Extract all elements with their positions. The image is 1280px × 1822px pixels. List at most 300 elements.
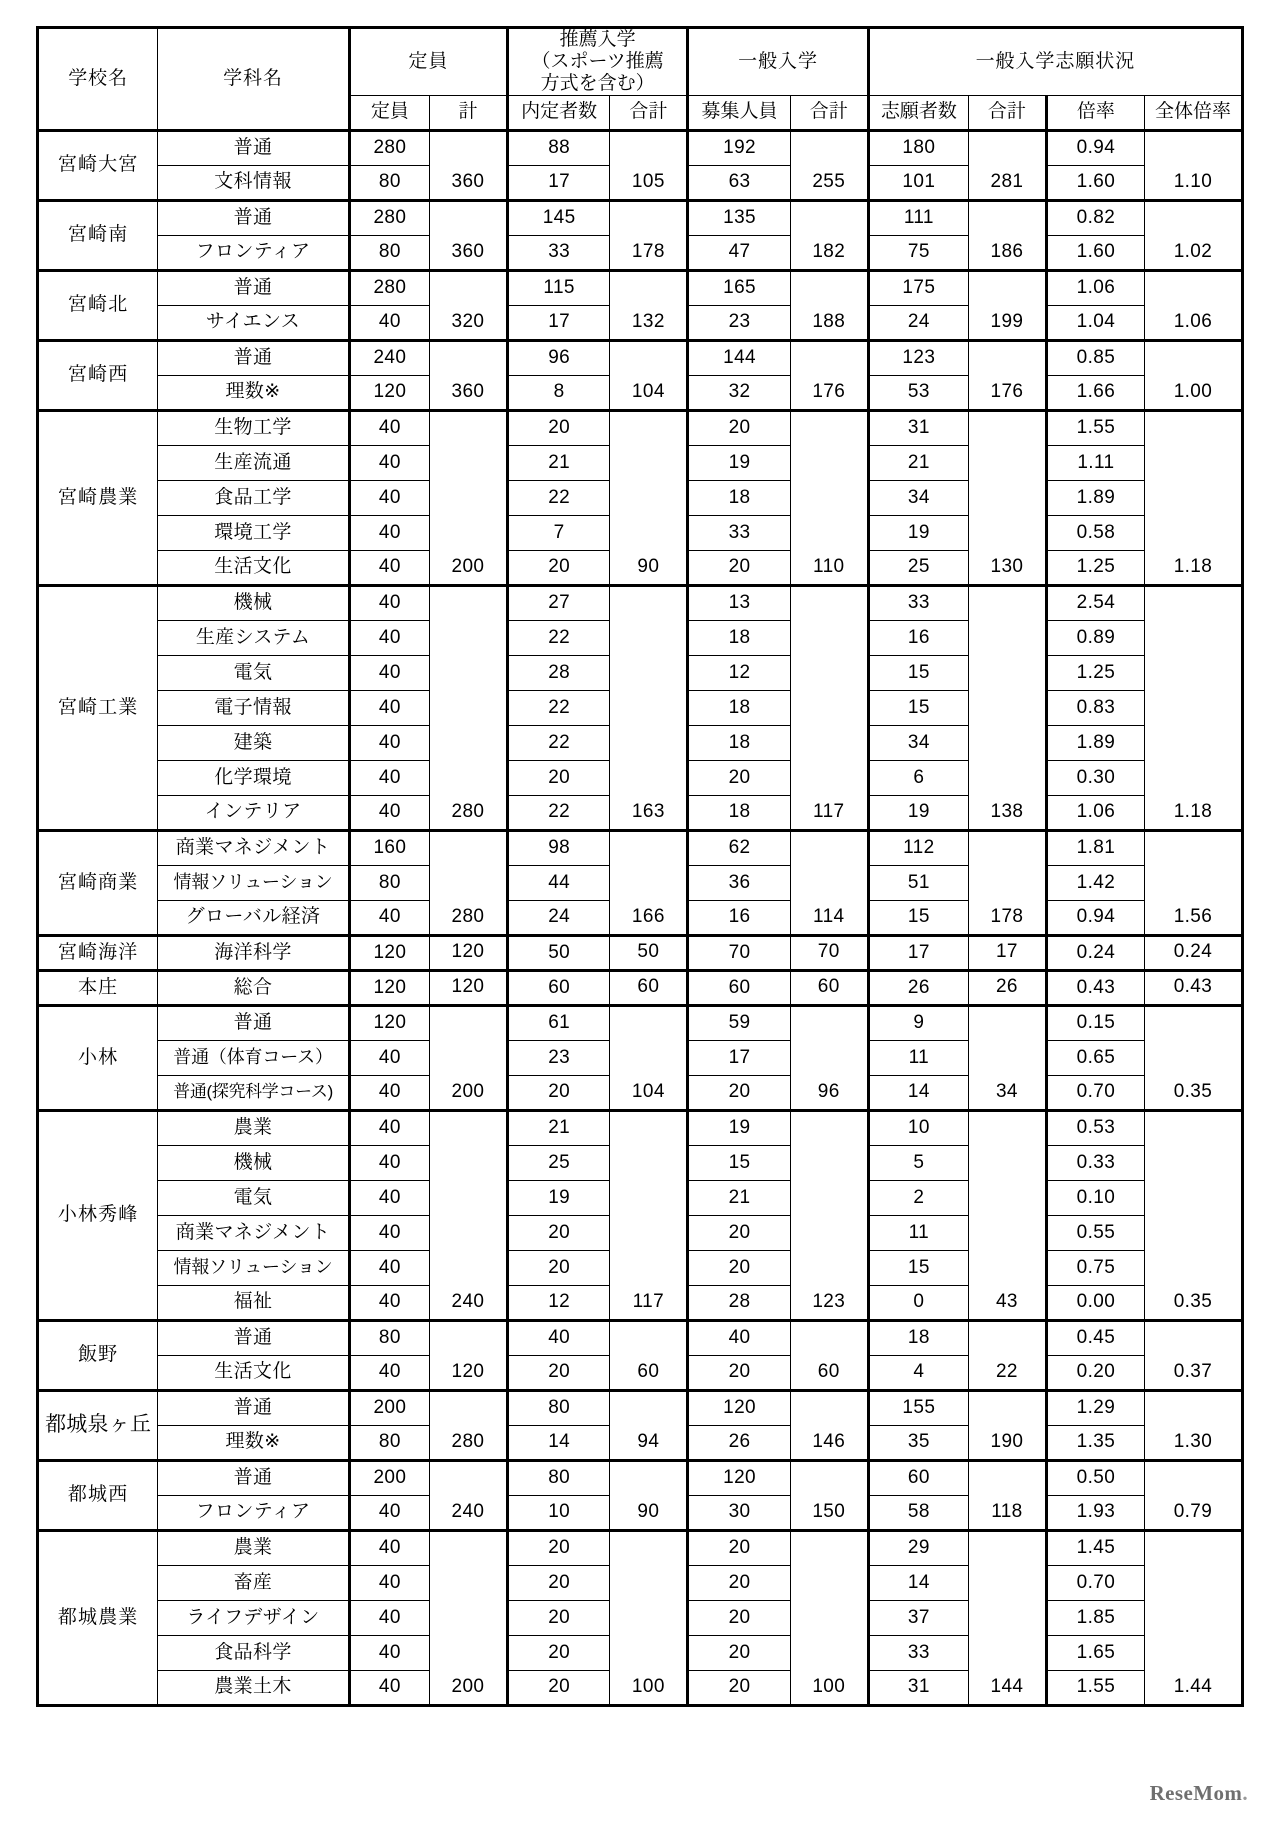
- department-name-cell: 普通: [158, 130, 350, 165]
- accepted-total-cell: 94: [610, 1390, 688, 1460]
- header-overall-rate: 全体倍率: [1144, 95, 1242, 130]
- department-name-cell: 普通: [158, 270, 350, 305]
- rate-cell: 0.53: [1046, 1110, 1144, 1145]
- rate-cell: 0.70: [1046, 1075, 1144, 1110]
- accepted-total-cell: 166: [610, 830, 688, 935]
- overall-rate-cell: 0.35: [1144, 1005, 1242, 1110]
- department-name-cell: 生産流通: [158, 445, 350, 480]
- table-row: [38, 1005, 1243, 1040]
- recruit-cell: 21: [688, 1180, 790, 1215]
- recruit-cell: 12: [688, 655, 790, 690]
- applicants-total-cell: 199: [968, 270, 1046, 340]
- overall-rate-cell: 1.18: [1144, 585, 1242, 830]
- accepted-cell: 22: [507, 620, 609, 655]
- applicants-total-cell: 176: [968, 340, 1046, 410]
- recruit-total-cell: 123: [790, 1110, 868, 1320]
- capacity-cell: 40: [349, 620, 429, 655]
- department-name-cell: 普通: [158, 1005, 350, 1040]
- rate-cell: 0.58: [1046, 515, 1144, 550]
- capacity-total-cell: 280: [429, 830, 507, 935]
- applicants-total-cell: 281: [968, 130, 1046, 200]
- applicants-cell: 31: [868, 410, 968, 445]
- capacity-cell: 40: [349, 1600, 429, 1635]
- capacity-cell: 40: [349, 305, 429, 340]
- recruit-total-cell: 110: [790, 410, 868, 585]
- accepted-total-cell: 132: [610, 270, 688, 340]
- recruit-cell: 33: [688, 515, 790, 550]
- applicants-cell: 9: [868, 1005, 968, 1040]
- applicants-cell: 2: [868, 1180, 968, 1215]
- capacity-cell: 40: [349, 1075, 429, 1110]
- applicants-cell: 58: [868, 1495, 968, 1530]
- applicants-total-cell: 130: [968, 410, 1046, 585]
- recruit-cell: 17: [688, 1040, 790, 1075]
- recruit-cell: 18: [688, 690, 790, 725]
- recruit-total-cell: 60: [790, 1320, 868, 1390]
- recruit-cell: 120: [688, 1390, 790, 1425]
- rate-cell: 0.94: [1046, 130, 1144, 165]
- school-name-cell: 都城泉ヶ丘: [38, 1390, 158, 1460]
- accepted-total-cell: 104: [610, 340, 688, 410]
- recruit-total-cell: 188: [790, 270, 868, 340]
- recruit-cell: 19: [688, 445, 790, 480]
- capacity-total-cell: 280: [429, 1390, 507, 1460]
- header-accepted: 内定者数: [507, 95, 609, 130]
- applicants-total-cell: 34: [968, 1005, 1046, 1110]
- accepted-total-cell: 90: [610, 1460, 688, 1530]
- accepted-cell: 145: [507, 200, 609, 235]
- overall-rate-cell: 1.18: [1144, 410, 1242, 585]
- applicants-cell: 15: [868, 1250, 968, 1285]
- accepted-cell: 22: [507, 480, 609, 515]
- rate-cell: 2.54: [1046, 585, 1144, 620]
- department-name-cell: 福祉: [158, 1285, 350, 1320]
- department-name-cell: 生活文化: [158, 1355, 350, 1390]
- school-name-cell: 本庄: [38, 970, 158, 1005]
- recruit-cell: 15: [688, 1145, 790, 1180]
- capacity-cell: 40: [349, 1670, 429, 1705]
- department-name-cell: 食品科学: [158, 1635, 350, 1670]
- applicants-cell: 111: [868, 200, 968, 235]
- table-row: [38, 1320, 1243, 1355]
- recruit-total-cell: 255: [790, 130, 868, 200]
- capacity-cell: 80: [349, 165, 429, 200]
- recruit-total-cell: 70: [790, 935, 868, 970]
- department-name-cell: グローバル経済: [158, 900, 350, 935]
- accepted-total-cell: 104: [610, 1005, 688, 1110]
- enrollment-table: [36, 26, 1244, 1707]
- overall-rate-cell: 1.30: [1144, 1390, 1242, 1460]
- rate-cell: 0.50: [1046, 1460, 1144, 1495]
- recruit-cell: 18: [688, 725, 790, 760]
- capacity-cell: 80: [349, 1320, 429, 1355]
- department-name-cell: 電気: [158, 655, 350, 690]
- rate-cell: 0.24: [1046, 935, 1144, 970]
- header-recommend-line1: 推薦入学: [559, 29, 636, 50]
- recruit-total-cell: 146: [790, 1390, 868, 1460]
- accepted-cell: 17: [507, 305, 609, 340]
- applicants-cell: 35: [868, 1425, 968, 1460]
- overall-rate-cell: 0.79: [1144, 1460, 1242, 1530]
- applicants-cell: 34: [868, 480, 968, 515]
- department-name-cell: 海洋科学: [158, 935, 350, 970]
- school-name-cell: 宮崎南: [38, 200, 158, 270]
- table-row: [38, 830, 1243, 865]
- department-name-cell: 農業: [158, 1530, 350, 1565]
- applicants-cell: 16: [868, 620, 968, 655]
- recruit-cell: 18: [688, 795, 790, 830]
- header-capacity: 定員: [349, 95, 429, 130]
- recruit-cell: 23: [688, 305, 790, 340]
- accepted-cell: 20: [507, 1075, 609, 1110]
- department-name-cell: 理数※: [158, 1425, 350, 1460]
- department-name-cell: 普通: [158, 1460, 350, 1495]
- capacity-cell: 40: [349, 760, 429, 795]
- header-recruit-total: 合計: [790, 95, 868, 130]
- capacity-cell: 40: [349, 515, 429, 550]
- capacity-cell: 40: [349, 1565, 429, 1600]
- recruit-cell: 36: [688, 865, 790, 900]
- table-row: [38, 585, 1243, 620]
- capacity-total-cell: 200: [429, 1530, 507, 1705]
- overall-rate-cell: 1.00: [1144, 340, 1242, 410]
- rate-cell: 1.55: [1046, 410, 1144, 445]
- recruit-cell: 20: [688, 1530, 790, 1565]
- rate-cell: 1.89: [1046, 725, 1144, 760]
- capacity-total-cell: 280: [429, 585, 507, 830]
- accepted-cell: 20: [507, 410, 609, 445]
- accepted-cell: 22: [507, 795, 609, 830]
- applicants-cell: 51: [868, 865, 968, 900]
- rate-cell: 0.82: [1046, 200, 1144, 235]
- table-row: [38, 130, 1243, 165]
- accepted-cell: 20: [507, 550, 609, 585]
- department-name-cell: 農業土木: [158, 1670, 350, 1705]
- accepted-cell: 20: [507, 1635, 609, 1670]
- department-name-cell: 生産システム: [158, 620, 350, 655]
- school-name-cell: 宮崎工業: [38, 585, 158, 830]
- rate-cell: 1.81: [1046, 830, 1144, 865]
- applicants-cell: 60: [868, 1460, 968, 1495]
- accepted-cell: 20: [507, 1565, 609, 1600]
- overall-rate-cell: 0.35: [1144, 1110, 1242, 1320]
- recruit-cell: 20: [688, 1670, 790, 1705]
- recruit-total-cell: 150: [790, 1460, 868, 1530]
- capacity-cell: 40: [349, 410, 429, 445]
- header-recruit: 募集人員: [688, 95, 790, 130]
- capacity-cell: 200: [349, 1390, 429, 1425]
- school-name-cell: 飯野: [38, 1320, 158, 1390]
- header-recommend-group: [507, 28, 687, 96]
- applicants-cell: 25: [868, 550, 968, 585]
- accepted-cell: 21: [507, 1110, 609, 1145]
- department-name-cell: 電子情報: [158, 690, 350, 725]
- applicants-cell: 11: [868, 1040, 968, 1075]
- applicants-cell: 14: [868, 1075, 968, 1110]
- overall-rate-cell: 1.44: [1144, 1530, 1242, 1705]
- recruit-cell: 47: [688, 235, 790, 270]
- department-name-cell: 普通（体育コース）: [158, 1040, 350, 1075]
- accepted-cell: 28: [507, 655, 609, 690]
- school-name-cell: 都城西: [38, 1460, 158, 1530]
- capacity-total-cell: 360: [429, 130, 507, 200]
- capacity-cell: 40: [349, 1530, 429, 1565]
- header-school: 学校名: [38, 28, 158, 131]
- applicants-total-cell: 190: [968, 1390, 1046, 1460]
- applicants-cell: 18: [868, 1320, 968, 1355]
- accepted-cell: 20: [507, 1530, 609, 1565]
- rate-cell: 0.83: [1046, 690, 1144, 725]
- capacity-cell: 80: [349, 1425, 429, 1460]
- header-general-group: 一般入学: [688, 28, 868, 96]
- recruit-total-cell: 60: [790, 970, 868, 1005]
- accepted-total-cell: 178: [610, 200, 688, 270]
- rate-cell: 1.60: [1046, 235, 1144, 270]
- accepted-cell: 19: [507, 1180, 609, 1215]
- applicants-cell: 4: [868, 1355, 968, 1390]
- accepted-cell: 80: [507, 1460, 609, 1495]
- rate-cell: 1.06: [1046, 795, 1144, 830]
- rate-cell: 0.70: [1046, 1565, 1144, 1600]
- rate-cell: 1.93: [1046, 1495, 1144, 1530]
- capacity-cell: 40: [349, 1215, 429, 1250]
- applicants-cell: 11: [868, 1215, 968, 1250]
- applicants-cell: 75: [868, 235, 968, 270]
- capacity-cell: 40: [349, 1250, 429, 1285]
- accepted-total-cell: 60: [610, 1320, 688, 1390]
- capacity-cell: 280: [349, 200, 429, 235]
- rate-cell: 0.89: [1046, 620, 1144, 655]
- department-name-cell: 情報ソリューション: [158, 1250, 350, 1285]
- department-name-cell: サイエンス: [158, 305, 350, 340]
- school-name-cell: 宮崎西: [38, 340, 158, 410]
- recruit-cell: 20: [688, 1635, 790, 1670]
- table-row: [38, 410, 1243, 445]
- recruit-total-cell: 100: [790, 1530, 868, 1705]
- department-name-cell: 化学環境: [158, 760, 350, 795]
- overall-rate-cell: 1.06: [1144, 270, 1242, 340]
- capacity-cell: 40: [349, 1355, 429, 1390]
- department-name-cell: 商業マネジメント: [158, 1215, 350, 1250]
- school-name-cell: 宮崎商業: [38, 830, 158, 935]
- capacity-cell: 120: [349, 1005, 429, 1040]
- table-row: [38, 270, 1243, 305]
- accepted-cell: 20: [507, 1215, 609, 1250]
- recruit-cell: 16: [688, 900, 790, 935]
- rate-cell: 1.45: [1046, 1530, 1144, 1565]
- recruit-cell: 20: [688, 1565, 790, 1600]
- recruit-cell: 20: [688, 410, 790, 445]
- recruit-total-cell: 117: [790, 585, 868, 830]
- rate-cell: 1.25: [1046, 550, 1144, 585]
- school-name-cell: 宮崎海洋: [38, 935, 158, 970]
- capacity-cell: 80: [349, 865, 429, 900]
- recruit-cell: 62: [688, 830, 790, 865]
- applicants-cell: 17: [868, 935, 968, 970]
- applicants-cell: 180: [868, 130, 968, 165]
- capacity-cell: 40: [349, 445, 429, 480]
- school-name-cell: 宮崎北: [38, 270, 158, 340]
- accepted-cell: 27: [507, 585, 609, 620]
- header-applicants: 志願者数: [868, 95, 968, 130]
- rate-cell: 1.06: [1046, 270, 1144, 305]
- capacity-cell: 40: [349, 1110, 429, 1145]
- accepted-cell: 17: [507, 165, 609, 200]
- accepted-cell: 21: [507, 445, 609, 480]
- overall-rate-cell: 1.02: [1144, 200, 1242, 270]
- accepted-cell: 24: [507, 900, 609, 935]
- capacity-total-cell: 120: [429, 1320, 507, 1390]
- table-row: [38, 1110, 1243, 1145]
- overall-rate-cell: 1.10: [1144, 130, 1242, 200]
- accepted-cell: 44: [507, 865, 609, 900]
- applicants-total-cell: 43: [968, 1110, 1046, 1320]
- accepted-total-cell: 50: [610, 935, 688, 970]
- department-name-cell: 環境工学: [158, 515, 350, 550]
- accepted-cell: 14: [507, 1425, 609, 1460]
- rate-cell: 1.66: [1046, 375, 1144, 410]
- capacity-cell: 40: [349, 1285, 429, 1320]
- table-row: [38, 1530, 1243, 1565]
- overall-rate-cell: 1.56: [1144, 830, 1242, 935]
- capacity-cell: 40: [349, 1495, 429, 1530]
- applicants-cell: 175: [868, 270, 968, 305]
- applicants-cell: 24: [868, 305, 968, 340]
- applicants-cell: 15: [868, 900, 968, 935]
- recruit-cell: 26: [688, 1425, 790, 1460]
- header-row-top: [38, 28, 1243, 96]
- applicants-cell: 14: [868, 1565, 968, 1600]
- accepted-cell: 20: [507, 1355, 609, 1390]
- department-name-cell: 農業: [158, 1110, 350, 1145]
- capacity-cell: 200: [349, 1460, 429, 1495]
- applicants-cell: 26: [868, 970, 968, 1005]
- table-sheet: [36, 26, 1244, 1707]
- accepted-cell: 50: [507, 935, 609, 970]
- capacity-cell: 40: [349, 480, 429, 515]
- recruit-cell: 13: [688, 585, 790, 620]
- recruit-total-cell: 176: [790, 340, 868, 410]
- rate-cell: 1.55: [1046, 1670, 1144, 1705]
- accepted-cell: 7: [507, 515, 609, 550]
- capacity-cell: 40: [349, 690, 429, 725]
- header-accepted-total: 合計: [610, 95, 688, 130]
- capacity-total-cell: 240: [429, 1460, 507, 1530]
- department-name-cell: 総合: [158, 970, 350, 1005]
- recruit-cell: 20: [688, 760, 790, 795]
- applicants-cell: 34: [868, 725, 968, 760]
- capacity-total-cell: 240: [429, 1110, 507, 1320]
- accepted-cell: 10: [507, 1495, 609, 1530]
- applicants-total-cell: 138: [968, 585, 1046, 830]
- overall-rate-cell: 0.24: [1144, 935, 1242, 970]
- watermark-accent: .: [1242, 1781, 1248, 1805]
- recruit-cell: 18: [688, 620, 790, 655]
- accepted-total-cell: 163: [610, 585, 688, 830]
- rate-cell: 1.85: [1046, 1600, 1144, 1635]
- applicants-total-cell: 17: [968, 935, 1046, 970]
- capacity-cell: 40: [349, 1040, 429, 1075]
- capacity-cell: 120: [349, 375, 429, 410]
- department-name-cell: ライフデザイン: [158, 1600, 350, 1635]
- rate-cell: 0.15: [1046, 1005, 1144, 1040]
- department-name-cell: 機械: [158, 1145, 350, 1180]
- accepted-cell: 23: [507, 1040, 609, 1075]
- applicants-cell: 6: [868, 760, 968, 795]
- capacity-cell: 240: [349, 340, 429, 375]
- capacity-cell: 40: [349, 725, 429, 760]
- recruit-cell: 165: [688, 270, 790, 305]
- rate-cell: 1.29: [1046, 1390, 1144, 1425]
- capacity-total-cell: 360: [429, 200, 507, 270]
- applicants-cell: 19: [868, 515, 968, 550]
- accepted-total-cell: 90: [610, 410, 688, 585]
- header-rate: 倍率: [1046, 95, 1144, 130]
- applicants-cell: 33: [868, 585, 968, 620]
- applicants-cell: 101: [868, 165, 968, 200]
- department-name-cell: 普通(探究科学コース): [158, 1075, 350, 1110]
- accepted-cell: 80: [507, 1390, 609, 1425]
- accepted-cell: 60: [507, 970, 609, 1005]
- department-name-cell: 生活文化: [158, 550, 350, 585]
- recruit-cell: 192: [688, 130, 790, 165]
- recruit-cell: 30: [688, 1495, 790, 1530]
- applicants-total-cell: 178: [968, 830, 1046, 935]
- capacity-cell: 40: [349, 1145, 429, 1180]
- table-row: [38, 935, 1243, 970]
- department-name-cell: 建築: [158, 725, 350, 760]
- header-capacity-total: 計: [429, 95, 507, 130]
- table-row: [38, 970, 1243, 1005]
- rate-cell: 1.25: [1046, 655, 1144, 690]
- header-applicants-group: 一般入学志願状況: [868, 28, 1242, 96]
- applicants-total-cell: 144: [968, 1530, 1046, 1705]
- rate-cell: 0.10: [1046, 1180, 1144, 1215]
- capacity-cell: 40: [349, 1635, 429, 1670]
- accepted-cell: 33: [507, 235, 609, 270]
- accepted-cell: 61: [507, 1005, 609, 1040]
- recruit-cell: 20: [688, 1075, 790, 1110]
- table-row: [38, 200, 1243, 235]
- accepted-cell: 115: [507, 270, 609, 305]
- department-name-cell: 情報ソリューション: [158, 865, 350, 900]
- school-name-cell: 宮崎農業: [38, 410, 158, 585]
- capacity-cell: 40: [349, 585, 429, 620]
- recruit-cell: 63: [688, 165, 790, 200]
- applicants-cell: 15: [868, 655, 968, 690]
- rate-cell: 0.43: [1046, 970, 1144, 1005]
- header-capacity-group: 定員: [349, 28, 507, 96]
- recruit-cell: 20: [688, 550, 790, 585]
- table-body: [38, 130, 1243, 1705]
- accepted-cell: 25: [507, 1145, 609, 1180]
- recruit-cell: 40: [688, 1320, 790, 1355]
- accepted-cell: 88: [507, 130, 609, 165]
- accepted-total-cell: 117: [610, 1110, 688, 1320]
- applicants-cell: 53: [868, 375, 968, 410]
- recruit-cell: 20: [688, 1215, 790, 1250]
- recruit-cell: 59: [688, 1005, 790, 1040]
- recruit-total-cell: 182: [790, 200, 868, 270]
- accepted-cell: 20: [507, 1250, 609, 1285]
- school-name-cell: 宮崎大宮: [38, 130, 158, 200]
- table-header: [38, 28, 1243, 131]
- rate-cell: 1.35: [1046, 1425, 1144, 1460]
- table-row: [38, 340, 1243, 375]
- capacity-cell: 80: [349, 235, 429, 270]
- school-name-cell: 都城農業: [38, 1530, 158, 1705]
- capacity-total-cell: 120: [429, 970, 507, 1005]
